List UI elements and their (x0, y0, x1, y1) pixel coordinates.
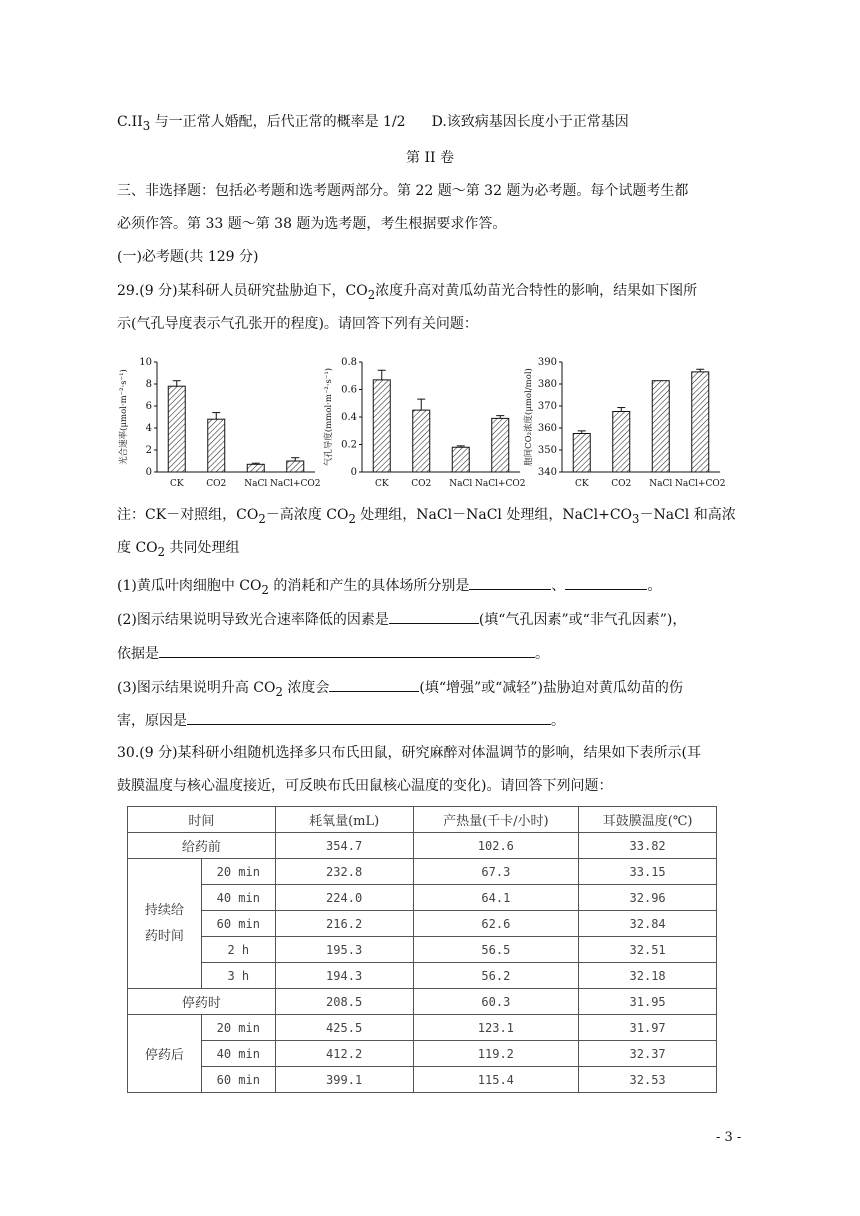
period: 。 (535, 646, 549, 662)
note-text: 度 CO (117, 540, 158, 556)
answer-blank[interactable] (329, 677, 419, 692)
subscript: 2 (157, 544, 166, 559)
y-tick-label: 0.2 (341, 439, 357, 451)
y-tick-label: 0.8 (341, 357, 357, 368)
temp-cell: 33.15 (579, 859, 717, 885)
part3-line1: 三、非选择题：包括必考题和选考题两部分。第 22 题～第 32 题为必考题。每个试题考生都 (117, 183, 689, 199)
y-tick-label: 2 (145, 445, 152, 456)
y-tick-label: 350 (537, 445, 557, 456)
table-row (128, 911, 717, 937)
table-row (128, 1067, 717, 1093)
time-cell: 3 h (201, 963, 275, 989)
bar (613, 412, 630, 473)
temp-cell: 32.53 (579, 1067, 717, 1093)
time-cell: 20 min (201, 1015, 275, 1041)
time-cell: 20 min (201, 859, 275, 885)
option-d-text: D.该致病基因长度小于正常基因 (431, 114, 629, 130)
q29-sub1 (117, 575, 661, 600)
y-axis-label: 气孔导度(mmol·m⁻²·s⁻¹) (324, 367, 334, 467)
note-text: 共同处理组 (165, 540, 240, 556)
oxygen-cell: 208.5 (275, 989, 413, 1015)
heat-cell: 115.4 (413, 1067, 579, 1093)
table-header-row (128, 807, 717, 833)
table-row (128, 833, 717, 859)
answer-blank[interactable] (469, 575, 551, 590)
header-temperature: 耳鼓膜温度(℃) (579, 807, 717, 833)
note-text: 注：CK－对照组，CO (117, 507, 259, 523)
oxygen-cell: 216.2 (275, 911, 413, 937)
subscript: 2 (261, 582, 269, 597)
chart-photosynthesis-rate (117, 350, 322, 490)
answer-blank[interactable] (389, 609, 479, 624)
y-tick-label: 4 (145, 423, 152, 434)
note-text: 处理组，NaCl－NaCl 处理组，NaCl+CO (355, 507, 633, 523)
y-tick-label: 0.6 (341, 384, 357, 396)
question-text: (填“增强”或“减轻”)盐胁迫对黄瓜幼苗的伤 (419, 680, 683, 696)
bar (287, 461, 304, 472)
heat-cell: 102.6 (413, 833, 579, 859)
heat-cell: 119.2 (413, 1041, 579, 1067)
table-row (128, 885, 717, 911)
oxygen-cell: 425.5 (275, 1015, 413, 1041)
q29-line2: 示(气孔导度表示气孔张开的程度)。请回答下列有关问题： (117, 316, 478, 332)
q29-note-line1 (117, 505, 736, 529)
period: 。 (551, 713, 565, 729)
temp-cell: 33.82 (579, 833, 717, 859)
question-text: (3)图示结果说明升高 CO (117, 680, 276, 696)
bar (652, 381, 669, 472)
x-tick-label: NaCl+CO2 (674, 479, 726, 489)
note-text: －高浓度 CO (265, 507, 349, 523)
bar (373, 380, 390, 472)
y-tick-label: 10 (139, 357, 152, 368)
y-tick-label: 8 (145, 379, 152, 390)
y-tick-label: 0.4 (341, 412, 357, 423)
question-text: (2)图示结果说明导致光合速率降低的因素是 (117, 612, 389, 628)
oxygen-cell: 232.8 (275, 859, 413, 885)
subscript: 2 (348, 511, 356, 526)
y-axis-label: 光合速率(μmol·m⁻²·s⁻¹) (119, 369, 129, 465)
x-tick-label: NaCl (449, 479, 473, 489)
x-tick-label: NaCl+CO2 (269, 479, 321, 489)
bar (208, 419, 225, 472)
group-label-during (128, 859, 202, 989)
row-label: 给药前 (128, 833, 276, 859)
time-cell: 40 min (201, 885, 275, 911)
time-cell: 40 min (201, 1041, 275, 1067)
oxygen-cell: 194.3 (275, 963, 413, 989)
heat-cell: 67.3 (413, 859, 579, 885)
bar (247, 464, 264, 472)
option-c-subscript: 3 (142, 118, 151, 133)
bar (692, 372, 709, 472)
bar (573, 434, 590, 473)
option-c-prefix: C.II (117, 114, 143, 130)
q29-text: 29.(9 分)某科研人员研究盐胁迫下，CO (117, 283, 368, 299)
heat-cell: 60.3 (413, 989, 579, 1015)
y-tick-label: 340 (537, 467, 557, 478)
y-tick-label: 380 (537, 379, 557, 390)
data-table (127, 806, 717, 1093)
heat-cell: 56.2 (413, 963, 579, 989)
q30-line2: 鼓膜温度与核心温度接近，可反映布氏田鼠核心温度的变化)。请回答下列问题： (117, 778, 613, 794)
heat-cell: 62.6 (413, 911, 579, 937)
question-text: 的消耗和产生的具体场所分别是 (268, 578, 470, 594)
header-oxygen: 耗氧量(mL) (275, 807, 413, 833)
question-text: 浓度会 (282, 680, 330, 696)
heat-cell: 56.5 (413, 937, 579, 963)
bar (168, 386, 185, 472)
q30-line1: 30.(9 分)某科研小组随机选择多只布氏田鼠，研究麻醉对体温调节的影响，结果如下表所示(耳 (117, 745, 702, 761)
y-tick-label: 370 (537, 401, 557, 412)
subscript: 2 (258, 511, 266, 526)
note-text: －NaCl 和高浓 (639, 507, 736, 523)
temp-cell: 32.18 (579, 963, 717, 989)
table-row (128, 1015, 717, 1041)
time-cell: 2 h (201, 937, 275, 963)
oxygen-cell: 195.3 (275, 937, 413, 963)
time-cell: 60 min (201, 911, 275, 937)
table-row (128, 859, 717, 885)
header-time: 时间 (128, 807, 276, 833)
chart-stomatal-conductance (322, 350, 527, 490)
time-cell: 60 min (201, 1067, 275, 1093)
question-text: (填“气孔因素”或“非气孔因素”)， (478, 612, 687, 628)
q29-sub3-reason (117, 710, 565, 731)
oxygen-cell: 354.7 (275, 833, 413, 859)
question-text: (1)黄瓜叶肉细胞中 CO (117, 578, 262, 594)
x-tick-label: CO2 (411, 479, 432, 489)
required-header: (一)必考题(共 129 分) (117, 249, 259, 265)
section-title: 第 II 卷 (406, 150, 454, 166)
subscript: 2 (367, 287, 376, 302)
bar (452, 447, 469, 472)
q29-line1 (117, 281, 697, 305)
table-row (128, 1041, 717, 1067)
x-tick-label: CK (374, 479, 389, 489)
figure-charts (117, 350, 737, 490)
q29-note-line2 (117, 538, 240, 562)
separator: 、 (551, 578, 566, 594)
y-tick-label: 0 (350, 467, 357, 478)
answer-blank[interactable] (187, 710, 551, 725)
x-tick-label: NaCl (649, 479, 673, 489)
period: 。 (647, 578, 662, 594)
x-tick-label: CK (574, 479, 589, 489)
y-tick-label: 6 (145, 401, 152, 412)
subscript: 2 (275, 684, 283, 699)
heat-cell: 64.1 (413, 885, 579, 911)
temp-cell: 32.37 (579, 1041, 717, 1067)
bar (413, 410, 430, 472)
q29-sub2 (117, 609, 686, 630)
x-tick-label: CO2 (206, 479, 227, 489)
heat-cell: 123.1 (413, 1015, 579, 1041)
x-tick-label: NaCl+CO2 (474, 479, 526, 489)
header-heat: 产热量(千卡/小时) (413, 807, 579, 833)
oxygen-cell: 399.1 (275, 1067, 413, 1093)
temp-cell: 32.96 (579, 885, 717, 911)
oxygen-cell: 412.2 (275, 1041, 413, 1067)
question-text: 害，原因是 (117, 713, 187, 729)
answer-blank[interactable] (565, 575, 647, 590)
subscript: 3 (632, 511, 640, 526)
y-tick-label: 390 (537, 357, 557, 368)
group-label-text: 药时间 (144, 928, 184, 944)
table-row (128, 937, 717, 963)
y-tick-label: 0 (145, 467, 152, 478)
y-axis-label: 胞间CO₂浓度(μmol/mol) (524, 368, 534, 466)
row-label: 停药时 (128, 989, 276, 1015)
page-number: - 3 - (716, 1130, 742, 1145)
q29-sub2-basis (117, 643, 549, 664)
option-cd-line (117, 112, 629, 136)
chart-intercellular-co2 (522, 350, 732, 490)
table-row (128, 989, 717, 1015)
temp-cell: 32.84 (579, 911, 717, 937)
group-label-text: 持续给 (144, 902, 184, 918)
option-c-text: 与一正常人婚配，后代正常的概率是 1/2 (150, 114, 406, 130)
x-tick-label: CK (169, 479, 184, 489)
table-row (128, 963, 717, 989)
x-tick-label: NaCl (244, 479, 268, 489)
q29-text: 浓度升高对黄瓜幼苗光合特性的影响，结果如下图所 (375, 283, 698, 299)
temp-cell: 31.95 (579, 989, 717, 1015)
oxygen-cell: 224.0 (275, 885, 413, 911)
group-label-after: 停药后 (128, 1015, 202, 1093)
x-tick-label: CO2 (611, 479, 632, 489)
y-tick-label: 360 (537, 423, 557, 434)
q29-sub3 (117, 677, 683, 702)
answer-blank[interactable] (159, 643, 535, 658)
question-text: 依据是 (117, 646, 159, 662)
part3-line2: 必须作答。第 33 题～第 38 题为选考题，考生根据要求作答。 (117, 216, 507, 232)
temp-cell: 32.51 (579, 937, 717, 963)
temp-cell: 31.97 (579, 1015, 717, 1041)
bar (492, 418, 509, 472)
